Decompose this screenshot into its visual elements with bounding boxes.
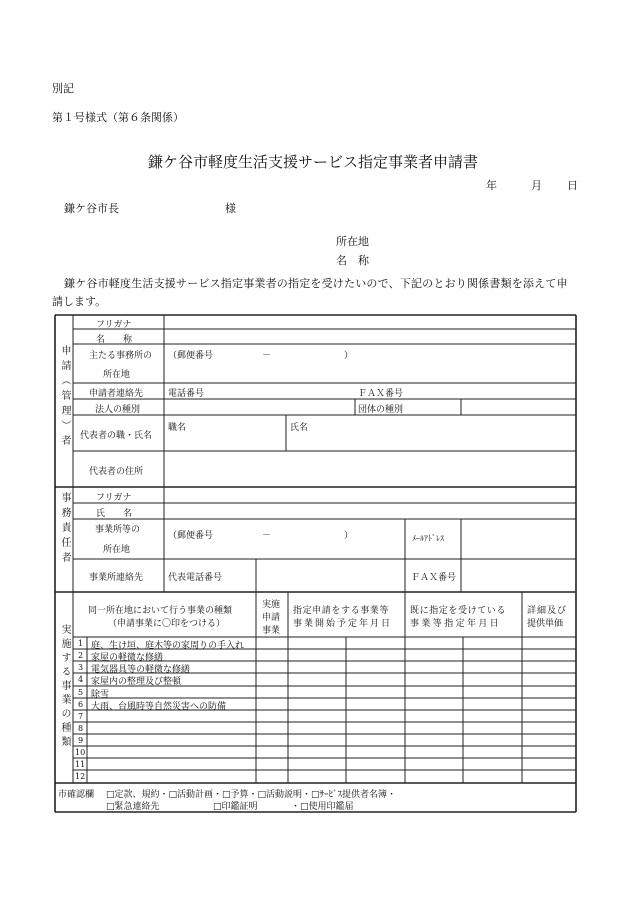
rep-address-label: 代表者の住所 bbox=[89, 467, 144, 477]
body-text-line1: 鎌ケ谷市軽度生活支援サービス指定事業者の指定を受けたいので、下記のとおり関係書類を添えて申 bbox=[64, 277, 568, 290]
start-date-header-1: 指定申請をする事業等 bbox=[293, 606, 390, 616]
service-row-no-1: 1 bbox=[78, 639, 84, 648]
service-row-text-2: 家屋の軽微な修繕 bbox=[91, 653, 164, 663]
office-postal-open: （郵便番号 bbox=[168, 531, 214, 541]
shokumei-label: 職名 bbox=[168, 423, 187, 433]
corp-type-label: 法人の種別 bbox=[95, 405, 141, 415]
service-row-text-6: 大雨、台風時等自然災害への防備 bbox=[91, 702, 227, 712]
applicant-side-label: 申請（管理）者 bbox=[59, 345, 70, 450]
date-month-label: 月 bbox=[531, 179, 542, 192]
service-row-no-4: 4 bbox=[78, 675, 84, 684]
service-row-no-3: 3 bbox=[78, 663, 84, 672]
start-date-header-2: 事業開始予定年月日 bbox=[293, 619, 393, 629]
rep-title-label: 代表者の職・氏名 bbox=[80, 431, 153, 441]
services-type-header-2: （申請事業に〇印をつける） bbox=[108, 619, 226, 629]
already-header-1: 既に指定を受けている bbox=[410, 606, 507, 616]
group-type-label: 団体の種別 bbox=[358, 405, 404, 415]
shimei-label: 氏名 bbox=[290, 423, 309, 433]
city-check-emergency: □緊急連絡先 bbox=[106, 802, 160, 812]
jisshi-header-3: 事業 bbox=[262, 626, 281, 636]
service-row-no-12: 12 bbox=[75, 772, 86, 781]
office-contact-label: 事業所連絡先 bbox=[89, 573, 144, 583]
office-furigana-label: フリガナ bbox=[96, 493, 132, 503]
applicant-phone-label: 電話番号 bbox=[168, 389, 205, 399]
applicant-postal-close: ） bbox=[344, 351, 354, 361]
service-row-text-5: 除雪 bbox=[91, 690, 110, 700]
page-title: 鎌ケ谷市軽度生活支援サービス指定事業者申請書 bbox=[148, 153, 479, 171]
detail-header-2: 提供単価 bbox=[527, 619, 564, 629]
applicant-office-label-2: 所在地 bbox=[103, 370, 131, 380]
services-side-label: 実施する事業の種類 bbox=[59, 624, 70, 750]
sama-label: 様 bbox=[225, 202, 236, 215]
applicant-address-label: 所在地 bbox=[336, 235, 369, 248]
form-number: 第１号様式（第６条関係） bbox=[52, 111, 184, 124]
jisshi-header-1: 実施 bbox=[262, 600, 281, 610]
applicant-name-field-label: 名 称 bbox=[96, 335, 133, 345]
city-check-label: 市確認欄 bbox=[58, 790, 95, 800]
jisshi-header-2: 申請 bbox=[262, 613, 281, 623]
service-row-no-2: 2 bbox=[78, 651, 84, 660]
service-row-text-1: 庭、生け垣、庭木等の家周りの手入れ bbox=[91, 641, 245, 651]
applicant-name-label: 名 称 bbox=[336, 254, 369, 267]
already-header-2: 事業等指定年月日 bbox=[410, 619, 502, 629]
city-check-seal-cert: □印鑑証明 bbox=[213, 802, 258, 812]
service-row-no-6: 6 bbox=[78, 700, 84, 709]
applicant-contact-label: 申請者連絡先 bbox=[89, 389, 144, 399]
body-text-line2: 請します。 bbox=[52, 295, 107, 308]
detail-header-1: 詳細及び bbox=[527, 606, 568, 616]
date-year-label: 年 bbox=[486, 179, 497, 192]
applicant-fax-label: ＦＡＸ番号 bbox=[358, 389, 404, 399]
service-row-text-3: 電気器具等の軽微な修繕 bbox=[91, 665, 191, 675]
date-day-label: 日 bbox=[567, 179, 578, 192]
office-location-label-1: 事業所等の bbox=[95, 525, 141, 535]
office-email-label: ﾒｰﾙｱﾄﾞﾚｽ bbox=[412, 534, 444, 543]
office-rep-phone-label: 代表電話番号 bbox=[168, 573, 223, 583]
city-check-seal-notice: ・□使用印鑑届 bbox=[291, 802, 354, 812]
applicant-office-label-1: 主たる事務所の bbox=[89, 351, 153, 361]
applicant-postal-open: （郵便番号 bbox=[168, 351, 214, 361]
service-row-no-5: 5 bbox=[78, 688, 84, 697]
office-side-label: 事務責任者 bbox=[59, 492, 70, 567]
service-row-no-9: 9 bbox=[78, 736, 84, 745]
service-row-no-8: 8 bbox=[78, 724, 84, 733]
service-row-no-10: 10 bbox=[75, 748, 86, 757]
addressee: 鎌ケ谷市長 bbox=[64, 202, 119, 215]
office-postal-close: ） bbox=[344, 531, 354, 541]
office-postal-dash: － bbox=[262, 531, 272, 541]
service-row-no-7: 7 bbox=[78, 712, 84, 721]
office-name-label: 氏 名 bbox=[96, 509, 133, 519]
service-row-no-11: 11 bbox=[75, 760, 86, 769]
services-type-header-1: 同一所在地において行う事業の種類 bbox=[88, 606, 233, 616]
betsuki-label: 別記 bbox=[52, 82, 74, 95]
applicant-furigana-label: フリガナ bbox=[96, 320, 132, 330]
office-fax-label: ＦＡＸ番号 bbox=[411, 573, 457, 583]
city-check-line1: □定款、規約・□活動計画・□予算・□活動説明・□ｻｰﾋﾞｽ提供者名簿・ bbox=[106, 790, 397, 800]
applicant-postal-dash: － bbox=[262, 351, 272, 361]
service-row-text-4: 家屋内の整理及び整頓 bbox=[91, 677, 182, 687]
office-location-label-2: 所在地 bbox=[103, 545, 131, 555]
